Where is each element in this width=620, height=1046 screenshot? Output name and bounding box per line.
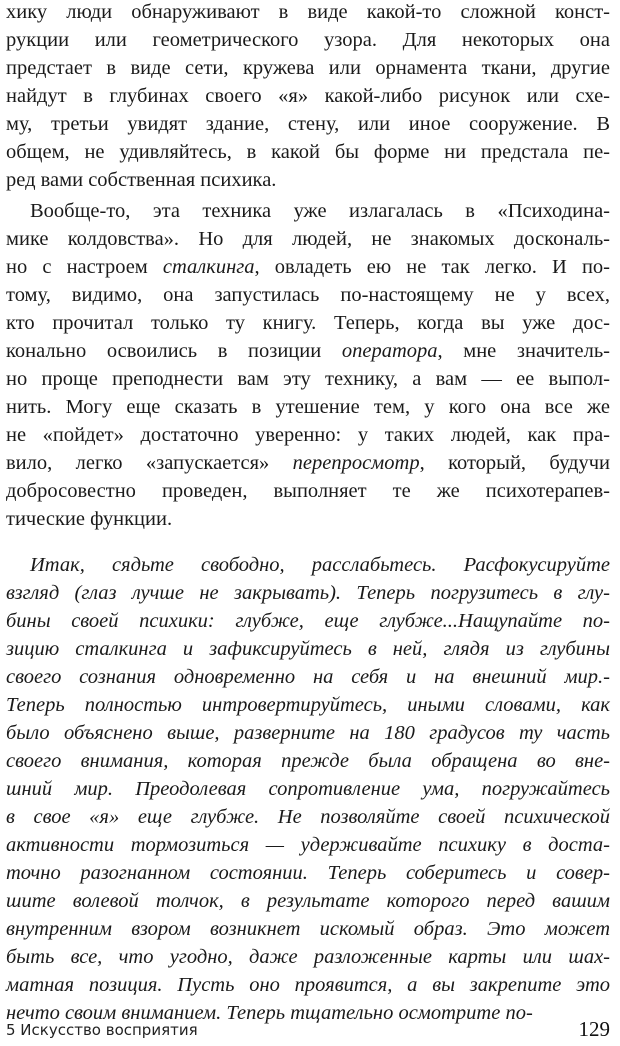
text-line (6, 138, 610, 166)
text-line (6, 663, 610, 691)
text-run: было объяснено выше, разверните на 180 градусов ту часть (6, 722, 610, 744)
text-run: бины своей психики: глубже, еще глубже...Нащупайте по- (6, 610, 610, 632)
emphasized-term: оператора (341, 340, 438, 362)
text-line (6, 775, 610, 803)
text-run: , мне значитель- (437, 340, 610, 362)
emphasized-term: сталкинга (162, 256, 255, 278)
text-line (6, 943, 610, 971)
text-run: активности тормозиться — удерживайте психику в доста- (6, 834, 610, 856)
text-line (6, 253, 610, 281)
text-run: , который, будучи (419, 452, 610, 474)
text-run: нить. Могу еще сказать в утешение тем, у кого она все же (6, 396, 610, 418)
text-run: мике колдовства». Но для людей, не знакомых доскональ- (6, 228, 610, 250)
text-run: но с настроем (6, 256, 163, 278)
text-line (6, 166, 610, 194)
text-run: , овладеть ею не так легко. И по- (254, 256, 610, 278)
text-run: рукции или геометрического узора. Для некоторых она (6, 29, 610, 51)
text-line (6, 803, 610, 831)
text-line (6, 719, 610, 747)
text-run: зицию сталкинга и зафиксируйтесь в ней, глядя из глубины (6, 638, 610, 660)
text-run: тому, видимо, она запустилась по-настоящему не у всех, (6, 284, 610, 306)
text-run: матная позиция. Пусть оно проявится, а вы закрепите это (6, 974, 610, 996)
text-line (6, 915, 610, 943)
text-line (6, 579, 610, 607)
text-run: общем, не удивляйтесь, в какой бы форме ни предстала пе- (6, 141, 610, 163)
text-run: шите волевой толчок, в результате которого перед вашим (6, 890, 610, 912)
text-line (6, 393, 610, 421)
text-line (6, 691, 610, 719)
text-line (6, 110, 610, 138)
text-line (6, 477, 610, 505)
text-run: но проще преподнести вам эту технику, а вам — ее выпол- (6, 368, 610, 390)
text-run: Вообще-то, эта техника уже излагалась в «Психодина- (30, 200, 610, 222)
text-line (6, 26, 610, 54)
text-run: тические функции. (6, 508, 173, 530)
text-line (6, 309, 610, 337)
text-run: точно разогнанном состоянии. Теперь соберитесь и совер- (6, 862, 610, 884)
text-line (6, 337, 610, 365)
text-run: му, третьи увидят здание, стену, или иное сооружение. В (6, 113, 610, 135)
text-run: шний мир. Преодолевая сопротивление ума, погружайтесь (6, 778, 610, 800)
text-line (6, 505, 610, 533)
text-line (6, 281, 610, 309)
running-footer-title: 5 Искусство восприятия (6, 1021, 198, 1039)
text-line (6, 82, 610, 110)
text-run: конально освоились в позиции (6, 340, 342, 362)
text-line (6, 449, 610, 477)
text-run: не «пойдет» достаточно уверенно: у таких людей, как пра- (6, 424, 610, 446)
text-line (6, 971, 610, 999)
text-run: своего сознания одновременно на себя и на внешний мир.- (6, 666, 610, 688)
text-line (6, 635, 610, 663)
text-run: Итак, сядьте свободно, расслабьтесь. Расфокусируйте (30, 554, 610, 576)
text-run: предстает в виде сети, кружева или орнамента ткани, другие (6, 57, 610, 79)
text-line (6, 747, 610, 775)
text-run: Теперь полностью интровертируйтесь, иными словами, как (6, 694, 610, 716)
text-line (6, 365, 610, 393)
text-line (6, 54, 610, 82)
text-run: взгляд (глаз лучше не закрывать). Теперь погрузитесь в глу- (6, 582, 610, 604)
text-line (6, 607, 610, 635)
text-run: внутренним взором возникнет искомый образ. Это может (6, 918, 610, 940)
text-run: добросовестно проведен, выполняет те же психотерапев- (6, 480, 610, 502)
text-run: своего внимания, которая прежде была обращена во вне- (6, 750, 610, 772)
text-line (6, 0, 610, 26)
text-run: найдут в глубинах своего «я» какой-либо рисунок или схе- (6, 85, 610, 107)
text-run: хику люди обнаруживают в виде какой-то сложной конст- (6, 1, 610, 23)
text-line (30, 551, 610, 579)
text-line (6, 887, 610, 915)
text-run: в свое «я» еще глубже. Не позволяйте своей психической (6, 806, 610, 828)
text-run: вило, легко «запускается» (6, 452, 293, 474)
text-line (6, 225, 610, 253)
text-line (6, 831, 610, 859)
page-number: 129 (578, 1017, 610, 1041)
text-run: ред вами собственная психика. (6, 169, 277, 191)
text-line (6, 859, 610, 887)
text-line (6, 421, 610, 449)
text-run: кто прочитал только ту книгу. Теперь, когда вы уже дос- (6, 312, 610, 334)
text-run: быть все, что угодно, даже разложенные карты или шах- (6, 946, 610, 968)
text-line (30, 197, 610, 225)
emphasized-term: перепросмотр (292, 452, 420, 474)
text-run: нечто своим вниманием. Теперь тщательно осмотрите по- (6, 1002, 533, 1024)
